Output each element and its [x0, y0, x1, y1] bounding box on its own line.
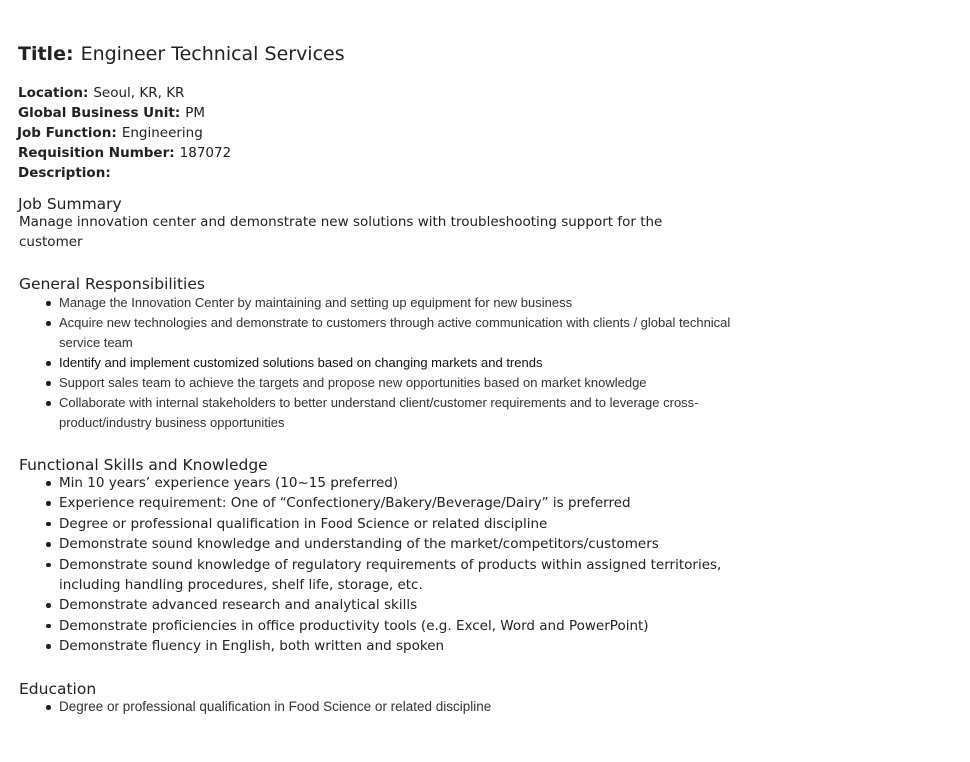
responsibilities-list [19, 293, 749, 433]
list-item: Collaborate with internal stakeholders to better understand client/customer requirements and to leverage cross-product/industry business opportunities [59, 393, 749, 433]
location-row [18, 83, 231, 103]
gbu-row [18, 103, 231, 123]
job-title-row [18, 40, 345, 68]
list-item: Manage the Innovation Center by maintaining and setting up equipment for new business [59, 293, 749, 313]
job-function-label: Job Function: [17, 125, 117, 141]
gbu-value: PM [185, 105, 206, 121]
job-summary-heading: Job Summary [18, 195, 122, 213]
job-function-row [17, 123, 231, 143]
list-item: Demonstrate advanced research and analytical skills [59, 595, 749, 615]
requisition-row [18, 143, 231, 163]
requisition-value: 187072 [179, 145, 232, 161]
list-item: Experience requirement: One of “Confectionery/Bakery/Beverage/Dairy” is preferred [59, 493, 749, 513]
description-row [18, 163, 231, 183]
list-item: Degree or professional qualification in Food Science or related discipline [59, 697, 749, 717]
title-value: Engineer Technical Services [80, 43, 345, 65]
list-item: Support sales team to achieve the targets and propose new opportunities based on market knowledge [59, 373, 749, 393]
job-summary-text: Manage innovation center and demonstrate new solutions with troubleshooting support for the customer [19, 214, 663, 250]
title-label: Title: [18, 43, 74, 65]
list-item: Degree or professional qualification in Food Science or related discipline [59, 514, 749, 534]
skills-list [19, 473, 749, 657]
job-function-value: Engineering [121, 125, 203, 141]
list-item: Demonstrate fluency in English, both written and spoken [59, 636, 749, 656]
location-label: Location: [18, 85, 89, 101]
list-item: Acquire new technologies and demonstrate to customers through active communication with clients / global technical service team [59, 313, 749, 353]
education-list [19, 697, 749, 717]
responsibilities-heading: General Responsibilities [19, 275, 205, 293]
location-value: Seoul, KR, KR [93, 85, 185, 101]
requisition-label: Requisition Number: [18, 145, 175, 161]
description-label: Description: [18, 165, 111, 181]
list-item: Demonstrate sound knowledge and understanding of the market/competitors/customers [59, 534, 749, 554]
gbu-label: Global Business Unit: [18, 105, 181, 121]
list-item: Demonstrate sound knowledge of regulatory requirements of products within assigned territories, including handling procedures, shelf life, storage, etc. [59, 555, 749, 596]
list-item: Min 10 years’ experience years (10~15 preferred) [59, 473, 749, 493]
education-heading: Education [19, 680, 97, 698]
skills-heading: Functional Skills and Knowledge [19, 456, 268, 474]
job-meta [18, 83, 231, 183]
list-item: Demonstrate proficiencies in office productivity tools (e.g. Excel, Word and PowerPoint) [59, 616, 749, 636]
list-item: Identify and implement customized solutions based on changing markets and trends [59, 353, 749, 373]
